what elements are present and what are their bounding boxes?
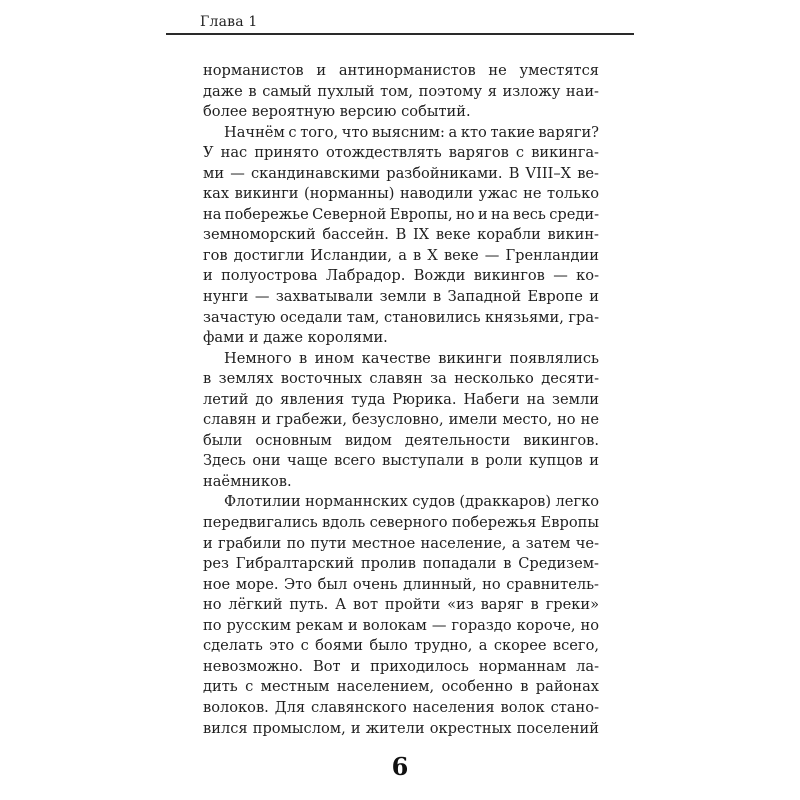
text-line: гов достигли Исландии, а в X веке — Гренландии (203, 246, 599, 264)
paragraph (203, 492, 599, 739)
text-line: передвигались вдоль северного побережья Европы (203, 514, 599, 532)
text-line: в землях восточных славян за несколько десяти- (203, 370, 599, 388)
text-line: летий до явления туда Рюрика. Набеги на земли (203, 390, 599, 408)
paragraph (203, 123, 599, 349)
text-line: сделать это с боями было трудно, а скорее всего, (203, 637, 599, 655)
text-line: рез Гибралтарский пролив попадали в Средизем- (203, 555, 599, 573)
header-rule (166, 33, 634, 35)
running-head-chapter: Глава 1 (200, 14, 258, 30)
text-line: ми — скандинавскими разбойниками. В VIII–X ве- (203, 164, 599, 182)
text-line: более вероятную версию событий. (203, 103, 471, 121)
body-text (203, 61, 599, 739)
text-line: по русским рекам и волокам — гораздо короче, но (203, 616, 599, 634)
text-line: земноморский бассейн. В IX веке корабли викин- (203, 226, 599, 244)
text-line: и грабили по пути местное население, а затем че- (203, 534, 599, 552)
text-line: волоков. Для славянского населения волок стано- (203, 698, 599, 716)
paragraph (203, 349, 599, 493)
text-line: У нас принято отождествлять варягов с викинга- (203, 144, 599, 162)
text-line: дить с местным населением, особенно в районах (203, 678, 599, 696)
text-line: вился промыслом, и жители окрестных поселений (203, 719, 599, 737)
text-line: ное море. Это был очень длинный, но сравнитель- (203, 575, 599, 593)
paragraph (203, 61, 599, 123)
text-line: нунги — захватывали земли в Западной Европе и (203, 288, 599, 306)
text-line: славян и грабежи, безусловно, имели место, но не (203, 411, 599, 429)
text-line: даже в самый пухлый том, поэтому я изложу наи- (203, 82, 599, 100)
text-line: невозможно. Вот и приходилось норманнам ла- (203, 657, 599, 675)
page-number: 6 (391, 752, 409, 781)
text-line: но лёгкий путь. А вот пройти «из варяг в греки» (203, 596, 599, 614)
text-line: фами и даже королями. (203, 329, 388, 347)
text-line: Начнём с того, что выясним: а кто такие варяги? (224, 123, 599, 141)
text-line: ках викинги (норманны) наводили ужас не только (203, 185, 599, 203)
text-line: наёмников. (203, 472, 292, 490)
text-line: Флотилии норманнских судов (драккаров) легко (224, 493, 599, 511)
text-line: зачастую оседали там, становились князьями, гра- (203, 308, 599, 326)
text-line: норманистов и антинорманистов не уместятся (203, 62, 599, 79)
text-line: были основным видом деятельности викингов. (203, 431, 599, 449)
text-line: и полуострова Лабрадор. Вожди викингов — ко- (203, 267, 599, 285)
text-line: Здесь они чаще всего выступали в роли купцов и (203, 452, 599, 470)
text-line: Немного в ином качестве викинги появлялись (224, 349, 599, 367)
text-line: на побережье Северной Европы, но и на весь среди- (203, 205, 599, 223)
